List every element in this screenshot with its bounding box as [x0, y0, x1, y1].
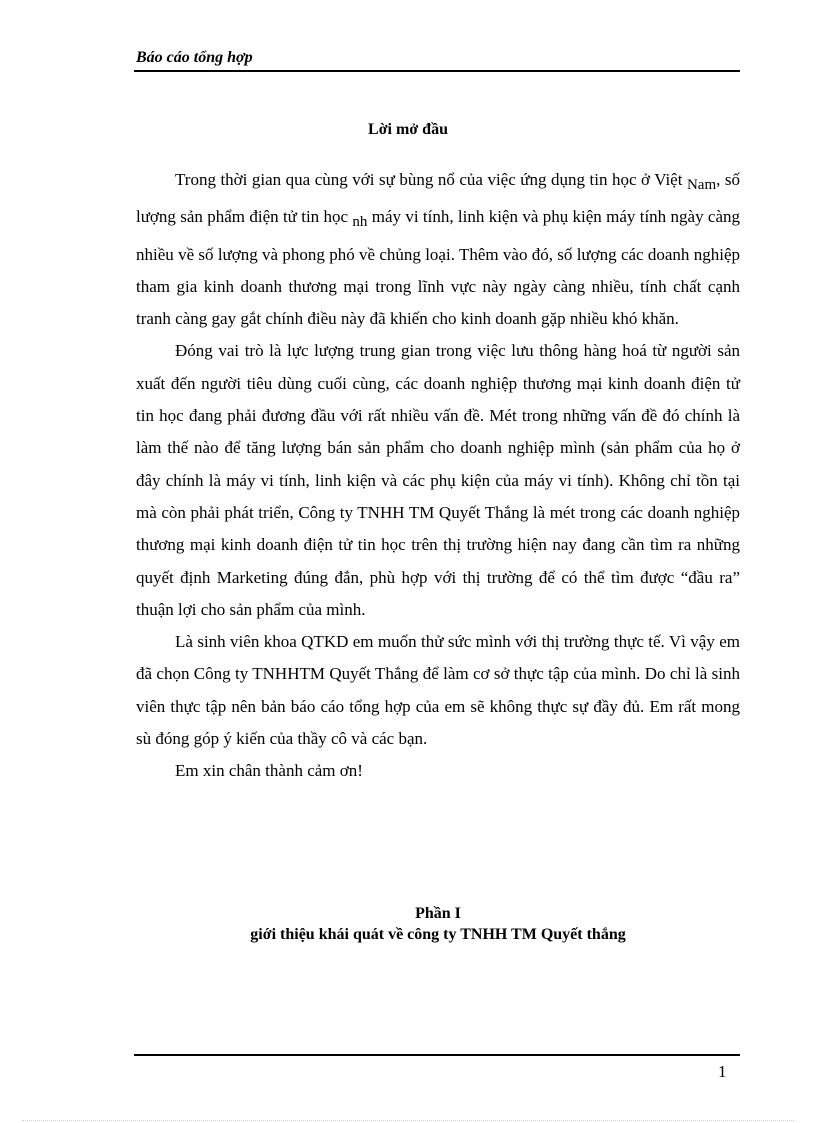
- body-text: [136, 164, 740, 788]
- part-title: giới thiệu khái quát về công ty TNHH TM Quyết thắng: [250, 926, 626, 943]
- page-bottom-border: [22, 1120, 794, 1121]
- header-rule: [134, 70, 740, 72]
- footer-rule: [134, 1054, 740, 1056]
- part-heading: [0, 903, 816, 945]
- page-title: Lời mở đầu: [368, 121, 448, 138]
- page-number: 1: [718, 1062, 727, 1081]
- paragraph-3: Là sinh viên khoa QTKD em muốn thử sức mình với thị trường thực tế. Vì vậy em đã chọn Công ty TNHHTM Quyết Thắng để làm cơ sở thực tập của mình. Do chỉ là sinh viên thực tập nên bản báo cáo tổng hợp của em sẽ không thực sự đầy đủ. Em rất mong sù đóng góp ý kiến của thầy cô và các bạn.: [136, 632, 740, 749]
- paragraph-2: Đóng vai trò là lực lượng trung gian trong việc lưu thông hàng hoá từ người sản xuất đến người tiêu dùng cuối cùng, các doanh nghiệp thương mại kinh doanh điện tử tin học đang phải đương đầu với rất nhiều vấn đề. Mét trong những vấn đề đó chính là làm thế nào để tăng lượng bán sản phẩm cho doanh nghiệp mình (sản phẩm của họ ở đây chính là máy vi tính, linh kiện và các phụ kiện của máy vi tính). Không chỉ tồn tại mà còn phải phát triển, Công ty TNHH TM Quyết Thắng là mét trong các doanh nghiệp thương mại kinh doanh điện tử tin học trên thị trường hiện nay đang cần tìm ra những quyết định Marketing đúng đắn, phù hợp với thị trường để có thể tìm được “đầu ra” thuận lợi cho sản phẩm của mình.: [136, 341, 740, 619]
- paragraph-1: Trong thời gian qua cùng với sự bùng nổ của việc ứng dụng tin học ở Việt Nam, số lượng sản phẩm điện tử tin học nh máy vi tính, linh kiện và phụ kiện máy tính ngày càng nhiều về số lượng và phong phó về chủng loại. Thêm vào đó, số lượng các doanh nghiệp tham gia kinh doanh thương mại trong lĩnh vực này ngày càng nhiều, tính chất cạnh tranh càng gay gắt chính điều này đã khiến cho kinh doanh gặp nhiều khó khăn.: [136, 170, 740, 329]
- part-label: Phần I: [415, 905, 461, 922]
- running-header: Báo cáo tổng hợp: [136, 49, 253, 66]
- paragraph-4: Em xin chân thành cảm ơn!: [175, 761, 363, 781]
